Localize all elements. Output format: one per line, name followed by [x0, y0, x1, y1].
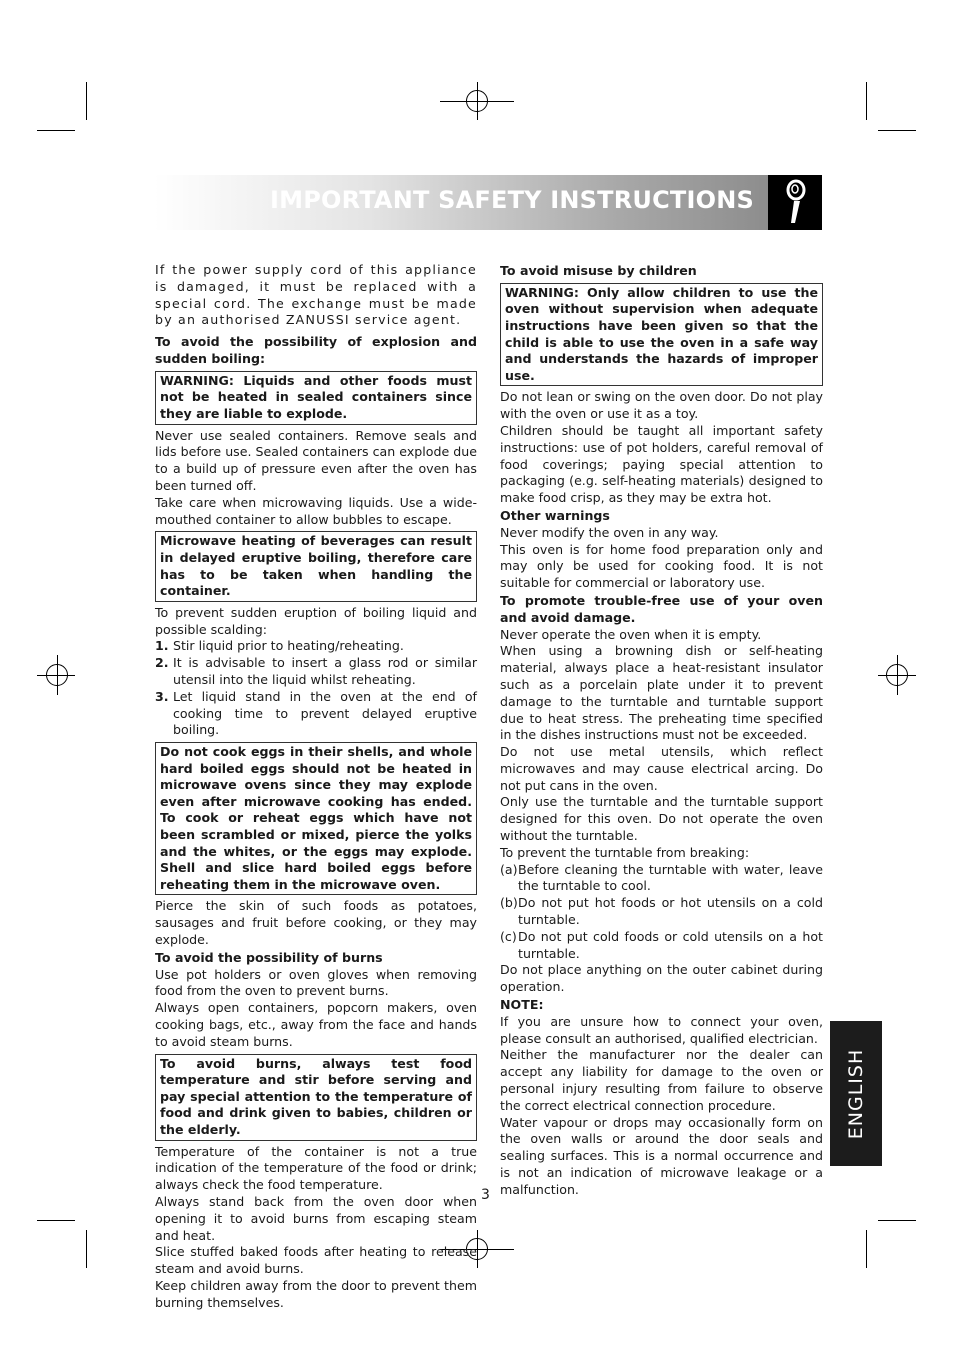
paragraph: Do not use metal utensils, which reflect microwaves and may cause electrical arcing. Do not put cans in the oven.: [500, 744, 823, 793]
list-item: [155, 689, 477, 739]
registration-line: [477, 82, 478, 120]
warning-box: WARNING: Only allow children to use the oven without supervision when adequate instructions have been given so that the child is able to use the oven in a safe way and understands the hazards of improper use.: [500, 283, 823, 387]
list-item: [155, 638, 477, 655]
paragraph: Neither the manufacturer nor the dealer can accept any liability for damage to the oven or personal injury resulting from failure to observe the correct electrical connection procedure.: [500, 1047, 823, 1113]
paragraph: Always open containers, popcorn makers, oven cooking bags, etc., away from the face and hands to avoid steam burns.: [155, 1000, 477, 1049]
paragraph: If you are unsure how to connect your oven, please consult an authorised, qualified electrician.: [500, 1013, 823, 1046]
paragraph: Always stand back from the oven door when opening it to avoid burns from escaping steam and heat.: [155, 1193, 477, 1243]
paragraph: Never modify the oven in any way.: [500, 524, 719, 540]
page-title: IMPORTANT SAFETY INSTRUCTIONS: [270, 186, 754, 214]
crop-mark: [86, 1230, 87, 1268]
section-heading: To avoid the possibility of explosion and sudden boiling:: [155, 334, 477, 366]
list-text: It is advisable to insert a glass rod or similar utensil into the liquid whilst reheating.: [173, 655, 477, 687]
list-text: Do not put hot foods or hot utensils on a cold turntable.: [518, 895, 823, 928]
registration-line: [477, 1230, 478, 1268]
crop-mark: [878, 130, 916, 131]
list-text: Let liquid stand in the oven at the end of cooking time to prevent delayed eruptive boiling.: [173, 688, 477, 738]
list-item: [500, 929, 823, 963]
list-text: Stir liquid prior to heating/reheating.: [173, 638, 404, 654]
crop-mark: [37, 1220, 75, 1221]
warning-box: Microwave heating of beverages can result in delayed eruptive boiling, therefore care has to be taken when handling the container.: [155, 531, 477, 601]
section-heading: Other warnings: [500, 507, 610, 523]
registration-line: [897, 655, 898, 695]
paragraph: When using a browning dish or self-heating material, always place a heat-resistant insulator such as a porcelain plate under it to prevent damage to the turntable and turntable support due to heat stress. The preheating time specified in the dishes instructions must not be exceeded.: [500, 643, 823, 743]
paragraph: Slice stuffed baked foods after heating to release steam and avoid burns.: [155, 1244, 477, 1277]
paragraph: This oven is for home food preparation only and may only be used for cooking food. It is not suitable for commercial or laboratory use.: [500, 541, 823, 591]
paragraph: Do not place anything on the outer cabinet during operation.: [500, 962, 823, 995]
paragraph: Use pot holders or oven gloves when removing food from the oven to prevent burns.: [155, 966, 477, 999]
list-text: Do not put cold foods or cold utensils on a hot turntable.: [518, 928, 823, 961]
list-number: 2.: [155, 655, 169, 671]
list-number: 1.: [155, 638, 169, 654]
paragraph: To prevent sudden eruption of boiling liquid and possible scalding:: [155, 604, 477, 637]
paragraph: Take care when microwaving liquids. Use a wide-mouthed container to allow bubbles to escape.: [155, 494, 477, 527]
list-number: (a): [500, 861, 518, 877]
paragraph: Water vapour or drops may occasionally form on the oven walls or around the door seals and sealing surfaces. This is a normal occurrence and is not an indication of microwave leakage or a malfunction.: [500, 1114, 823, 1197]
paragraph: To prevent the turntable from breaking:: [500, 844, 750, 860]
list-number: 3.: [155, 688, 169, 704]
section-heading: To promote trouble-free use of your oven and avoid damage.: [500, 592, 823, 625]
paragraph: Never use sealed containers. Remove seals and lids before use. Sealed containers can explode due to a build up of pressure even after the oven has been turned off.: [155, 427, 477, 493]
warning-box: To avoid burns, always test food temperature and stir before serving and pay special attention to the temperature of food and drink given to babies, children or the elderly.: [155, 1054, 477, 1141]
registration-line: [37, 675, 75, 676]
section-header: [154, 175, 768, 230]
paragraph: Keep children away from the door to prevent them burning themselves.: [155, 1277, 477, 1310]
paragraph: Children should be taught all important safety instructions: use of pot holders, careful removal of food coverings; paying special attention to packaging (e.g. self-heating materials) designed to make food crisp, as they may be extra hot.: [500, 422, 823, 506]
section-heading: To avoid the possibility of burns: [155, 949, 383, 965]
crop-mark: [878, 1220, 916, 1221]
exclamation-icon: [768, 175, 822, 230]
crop-mark: [866, 82, 867, 120]
paragraph: Do not lean or swing on the oven door. Do not play with the oven or use it as a toy.: [500, 389, 823, 422]
paragraph: Pierce the skin of such foods as potatoes, sausages and fruit before cooking, or they may explode.: [155, 898, 477, 948]
warning-box: WARNING: Liquids and other foods must not be heated in sealed containers since they are liable to explode.: [155, 371, 477, 425]
page-number: 3: [481, 1187, 490, 1203]
crop-mark: [866, 1230, 867, 1268]
list-item: [500, 895, 823, 929]
registration-line: [57, 655, 58, 695]
right-column: [500, 262, 823, 1199]
section-heading: To avoid misuse by children: [500, 263, 697, 278]
list-number: (b): [500, 895, 518, 911]
list-item: [155, 655, 477, 689]
language-tab: [830, 1021, 882, 1166]
paragraph: Never operate the oven when it is empty.: [500, 626, 762, 642]
list-item: [500, 862, 823, 896]
crop-mark: [37, 130, 75, 131]
list-text: Before cleaning the turntable with water, leave the turntable to cool.: [518, 861, 823, 894]
language-label: ENGLISH: [845, 1048, 867, 1139]
section-heading: NOTE:: [500, 997, 544, 1013]
crop-mark: [86, 82, 87, 120]
list-number: (c): [500, 928, 517, 944]
warning-box: Do not cook eggs in their shells, and whole hard boiled eggs should not be heated in microwave ovens since they may explode even after microwave cooking has ended. To cook or reheat eggs which have not been scrambled or mixed, pierce the yolks and the whites, or the eggs may explode. Shell and slice hard boiled eggs before reheating them in the microwave oven.: [155, 742, 477, 895]
paragraph: Temperature of the container is not a true indication of the temperature of the food or drink; always check the food temperature.: [155, 1143, 477, 1193]
paragraph: Only use the turntable and the turntable support designed for this oven. Do not operate the oven without the turntable.: [500, 794, 823, 844]
left-column: [155, 262, 477, 1312]
paragraph: If the power supply cord of this appliance is damaged, it must be replaced with a special cord. The exchange must be made by an authorised ZANUSSI service agent.: [155, 262, 477, 328]
